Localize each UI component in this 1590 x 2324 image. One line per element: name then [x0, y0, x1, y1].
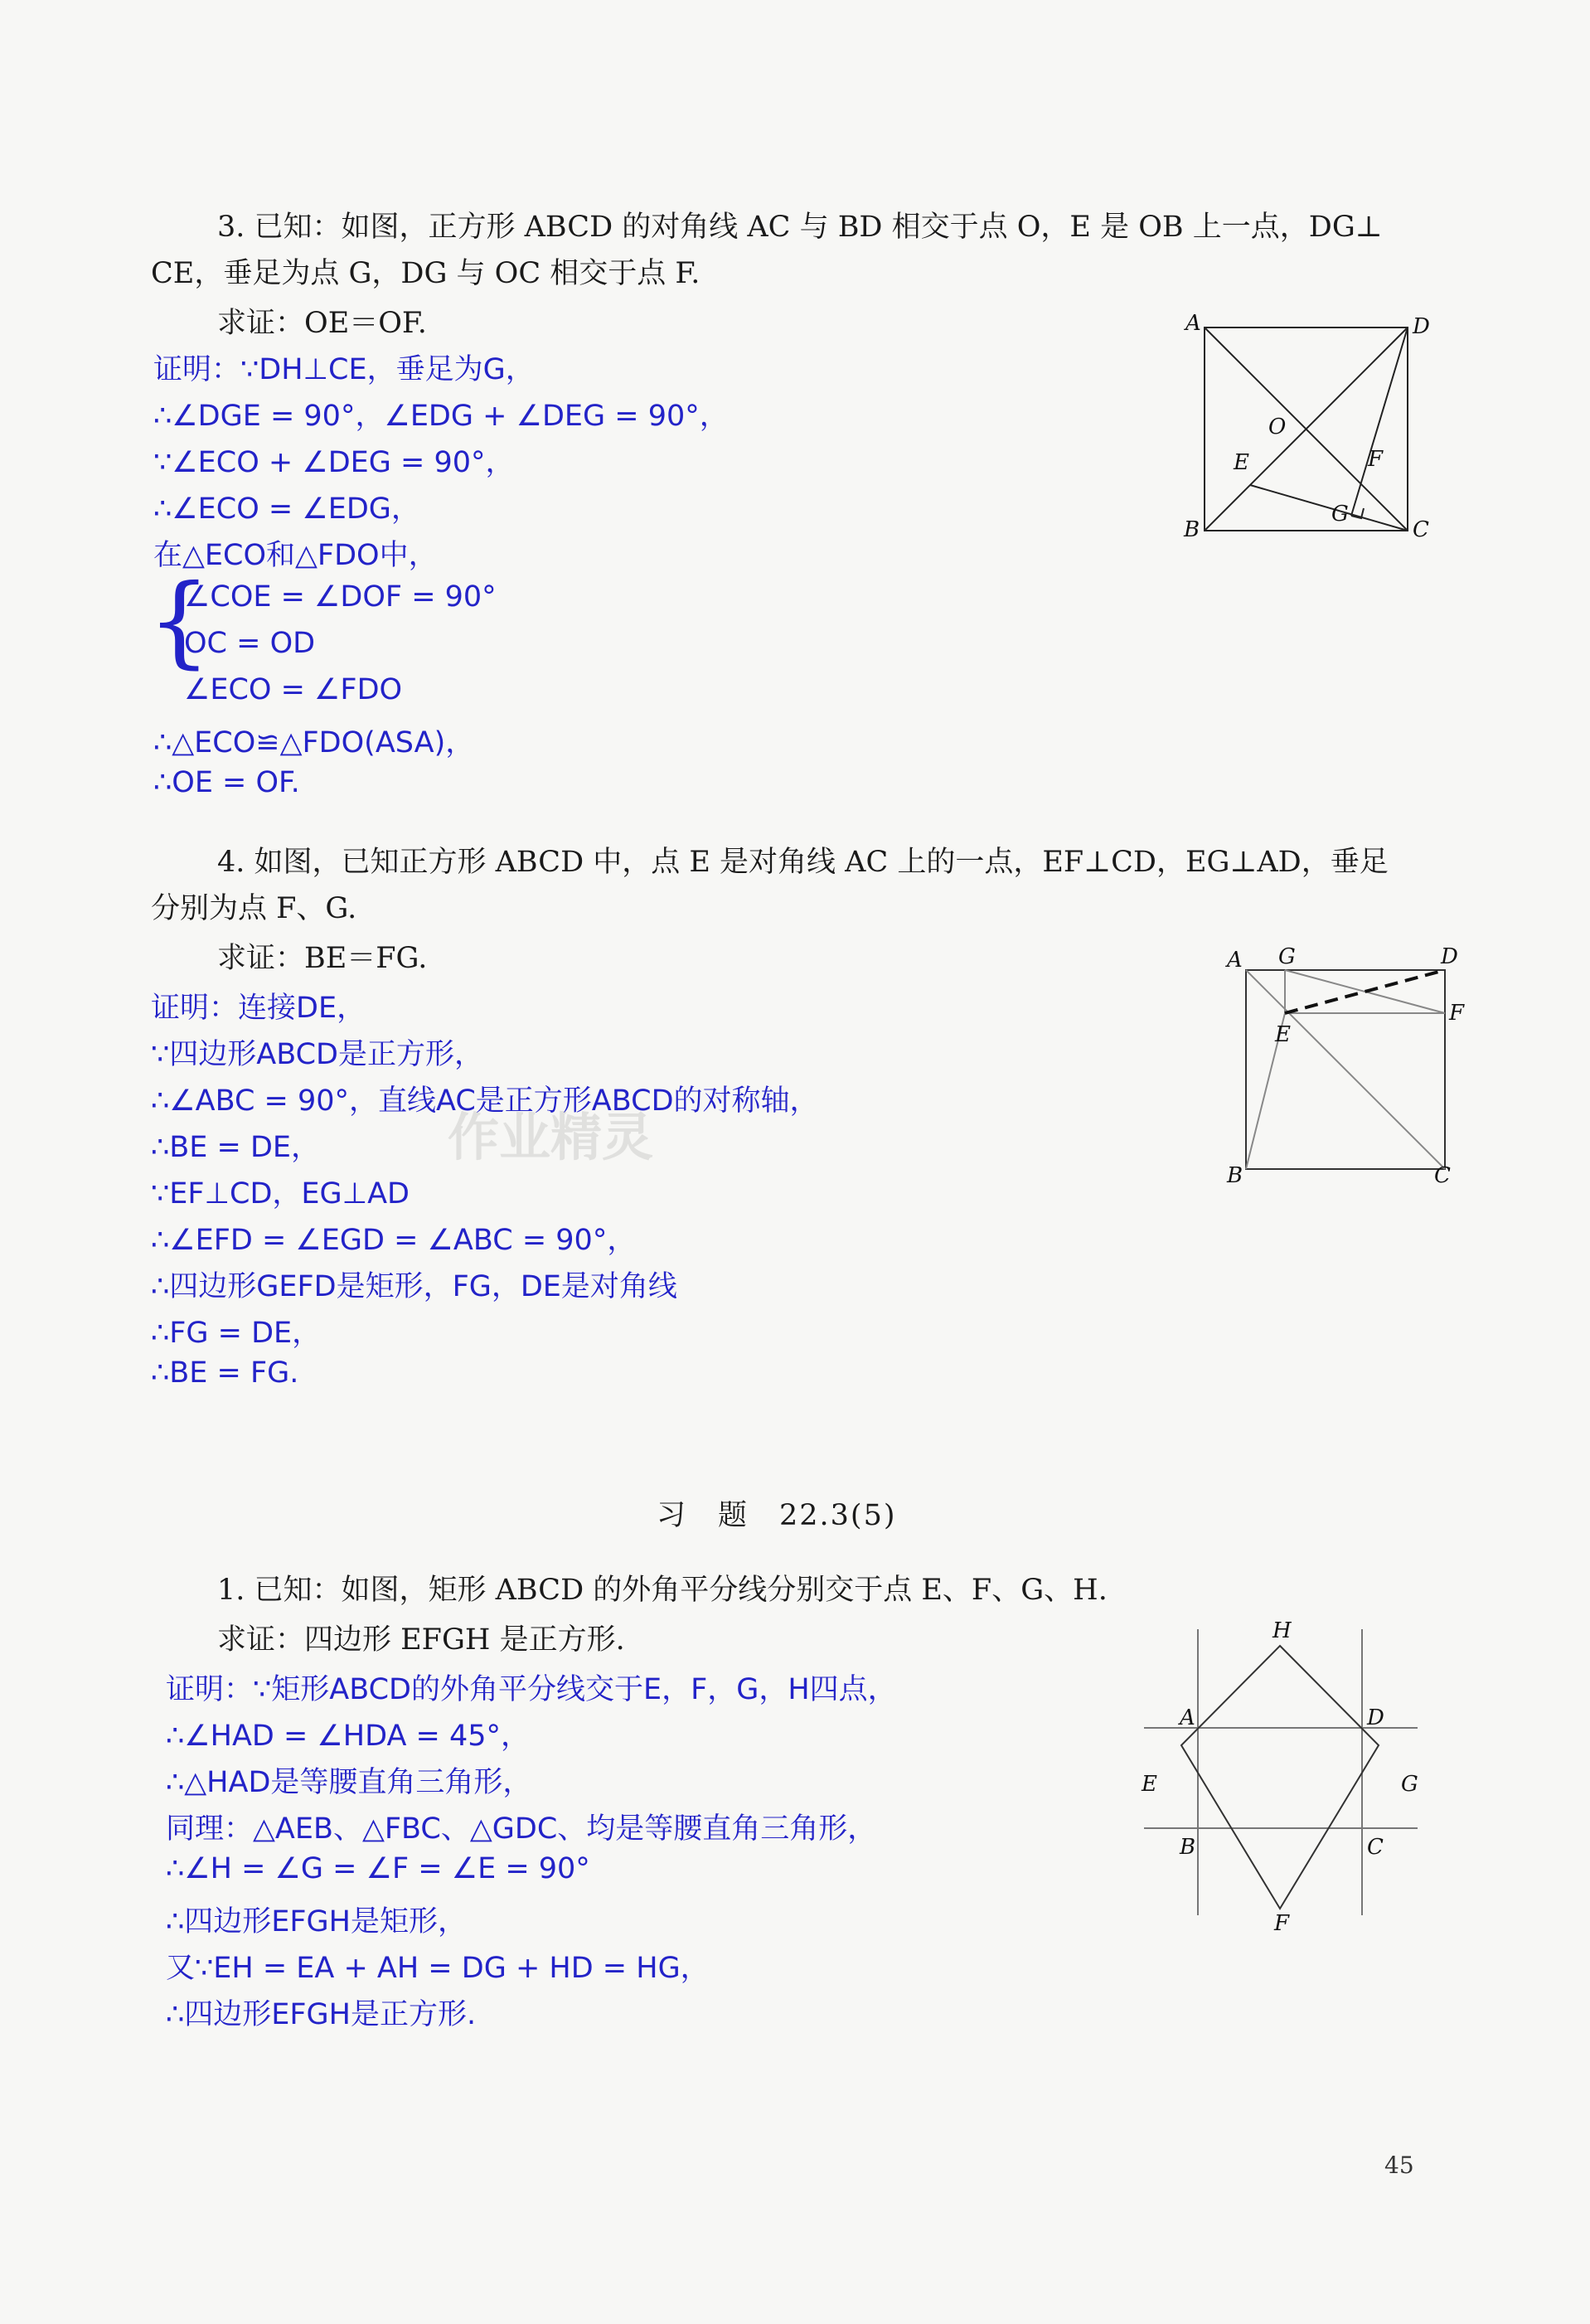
p4-proof-line: ∴∠EFD = ∠EGD = ∠ABC = 90°，: [151, 1224, 637, 1257]
fig3-label-C: C: [1413, 517, 1429, 542]
p1-proof-line: ∴∠HAD = ∠HDA = 45°，: [166, 1720, 531, 1753]
p4-proof-line: 证明：连接DE，: [151, 992, 366, 1025]
p1-proof-line: ∴∠H = ∠G = ∠F = ∠E = 90°: [166, 1852, 590, 1885]
fig3-label-O: O: [1268, 415, 1287, 439]
fig4-label-E: E: [1275, 1022, 1291, 1047]
fig1-label-A: A: [1180, 1705, 1195, 1730]
figure-problem4: [1185, 937, 1471, 1186]
problem3-line2: CE，垂足为点 G，DG 与 OC 相交于点 F.: [151, 257, 700, 290]
p1-proof-line: ∴四边形EFGH是正方形.: [166, 1998, 477, 2031]
p4-proof-line: ∴∠ABC = 90°，直线AC是正方形ABCD的对称轴，: [151, 1084, 819, 1118]
p4-proof-line: ∴四边形GEFD是矩形，FG，DE是对角线: [151, 1270, 677, 1303]
p3-system-line: ∠ECO = ∠FDO: [184, 673, 403, 706]
fig1-label-H: H: [1272, 1618, 1292, 1643]
p4-proof-line: ∵EF⊥CD，EG⊥AD: [151, 1177, 410, 1211]
fig4-label-B: B: [1227, 1163, 1243, 1186]
p3-system-line: ∠COE = ∠DOF = 90°: [184, 580, 497, 614]
fig4-label-F: F: [1449, 1001, 1465, 1026]
fig4-label-A: A: [1227, 948, 1243, 973]
figure-problem1: [1132, 1617, 1447, 1948]
system-brace: {: [148, 564, 211, 679]
p3-system-line: OC = OD: [184, 627, 316, 660]
fig1-label-G: G: [1401, 1772, 1418, 1797]
p3-proof-line: 证明：∵DH⊥CE，垂足为G，: [153, 353, 535, 386]
p3-proof-line: ∴∠ECO = ∠EDG，: [153, 492, 420, 526]
p1-proof-line: 证明：∵矩形ABCD的外角平分线交于E，F，G，H四点，: [166, 1673, 897, 1706]
fig3-label-D: D: [1413, 314, 1430, 339]
p3-conclusion-line: ∴OE = OF.: [153, 766, 300, 799]
problem1-line1: 1. 已知：如图，矩形 ABCD 的外角平分线分别交于点 E、F、G、H.: [217, 1574, 1108, 1607]
p1-proof-line: 又∵EH = EA + AH = DG + HD = HG，: [166, 1952, 710, 1985]
p1-proof-line: ∴△HAD是等腰直角三角形，: [166, 1766, 532, 1799]
p4-proof-line: ∵四边形ABCD是正方形，: [151, 1038, 483, 1071]
problem4-line2: 分别为点 F、G.: [151, 892, 357, 925]
fig1-label-D: D: [1367, 1705, 1384, 1730]
fig4-label-D: D: [1441, 944, 1458, 969]
p4-proof-line: ∴BE = DE，: [151, 1131, 321, 1164]
figure-problem3: [1169, 307, 1451, 547]
fig1-label-B: B: [1180, 1835, 1196, 1860]
fig3-label-F: F: [1368, 447, 1384, 472]
p3-proof-line: 在△ECO和△FDO中，: [153, 539, 438, 572]
problem1-prove: 求证：四边形 EFGH 是正方形.: [217, 1623, 625, 1657]
p3-proof-line: ∵∠ECO + ∠DEG = 90°，: [153, 446, 515, 479]
section-title: 习 题 22.3(5): [657, 1499, 897, 1532]
p1-proof-line: ∴四边形EFGH是矩形，: [166, 1905, 467, 1938]
watermark: 作业精灵: [448, 1107, 654, 1167]
fig3-label-A: A: [1185, 311, 1201, 336]
fig1-label-C: C: [1367, 1835, 1384, 1860]
fig3-label-B: B: [1184, 517, 1200, 542]
fig1-label-F: F: [1274, 1911, 1290, 1936]
fig4-label-G: G: [1278, 944, 1296, 969]
p4-proof-line: ∴FG = DE，: [151, 1317, 322, 1350]
problem3-line1: 3. 已知：如图，正方形 ABCD 的对角线 AC 与 BD 相交于点 O，E 是 OB 上一点，DG⊥: [217, 211, 1383, 244]
fig1-label-E: E: [1142, 1772, 1157, 1797]
p3-proof-line: ∴∠DGE = 90°，∠EDG + ∠DEG = 90°，: [153, 400, 729, 433]
page-number: 45: [1384, 2152, 1414, 2179]
p1-proof-line: 同理：△AEB、△FBC、△GDC、均是等腰直角三角形，: [166, 1812, 877, 1846]
fig3-label-E: E: [1234, 450, 1249, 475]
fig4-label-C: C: [1434, 1163, 1451, 1186]
problem4-line1: 4. 如图，已知正方形 ABCD 中，点 E 是对角线 AC 上的一点，EF⊥CD，EG⊥AD，垂足: [217, 846, 1389, 879]
fig3-label-G: G: [1331, 502, 1349, 526]
problem4-prove: 求证：BE＝FG.: [217, 942, 428, 975]
p3-conclusion-line: ∴△ECO≌△FDO(ASA)，: [153, 726, 475, 759]
problem3-prove: 求证：OE＝OF.: [217, 307, 427, 340]
p4-proof-line: ∴BE = FG.: [151, 1356, 299, 1390]
